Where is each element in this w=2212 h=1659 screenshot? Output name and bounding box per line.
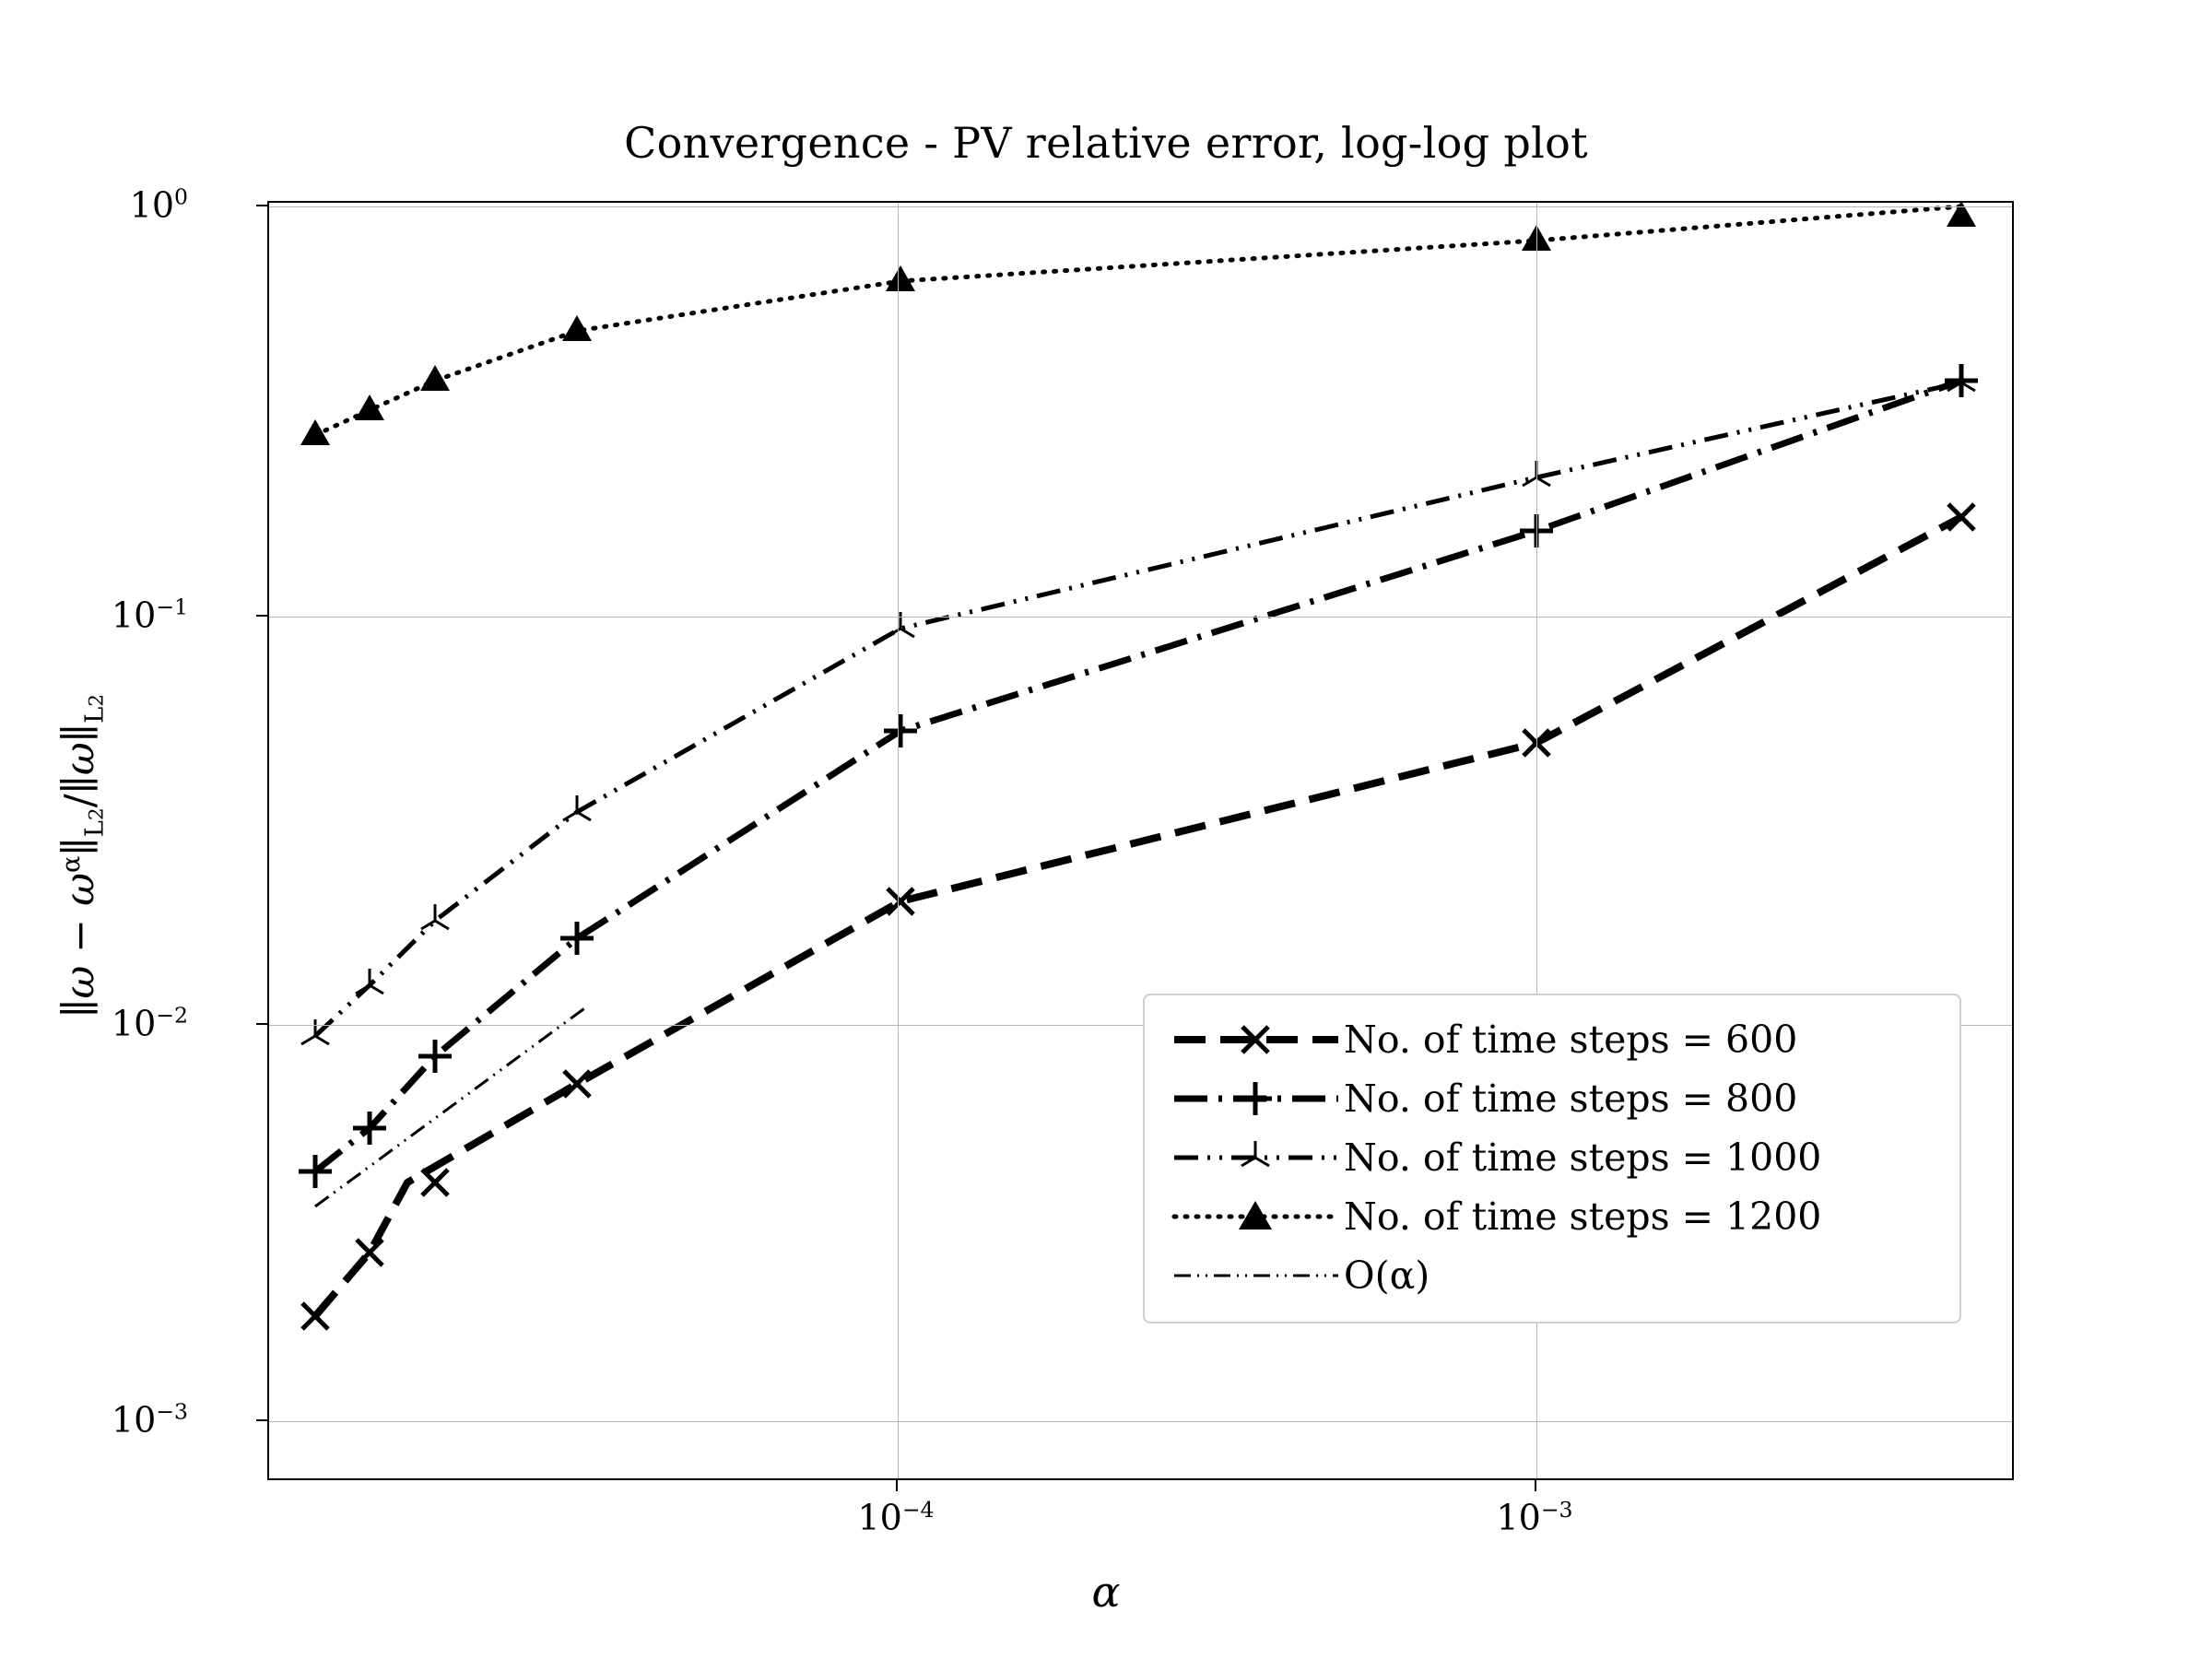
y-tick-label-1e0: $10^0$ xyxy=(129,183,188,226)
plot-area xyxy=(267,201,2014,1480)
reference-line-order-alpha xyxy=(315,1006,587,1206)
legend-item-1000 xyxy=(1169,1128,1936,1187)
gridline-horizontal xyxy=(269,1421,2012,1422)
gridline-vertical xyxy=(898,203,899,1478)
chart-legend xyxy=(1143,994,1961,1324)
x-tick-label-1e-3: $10^{-3}$ xyxy=(1496,1497,1573,1538)
y-tick-label-1e-2: $10^{-2}$ xyxy=(111,1002,188,1044)
legend-label-800: No. of time steps = 800 xyxy=(1344,1077,1798,1121)
x-tickmark xyxy=(1535,1480,1536,1491)
y-tick-exponent: −2 xyxy=(156,1002,188,1029)
legend-item-800 xyxy=(1169,1069,1936,1128)
y-tickmark xyxy=(256,1419,267,1421)
x-axis-label: α xyxy=(1091,1567,1121,1617)
gridline-horizontal xyxy=(269,617,2012,618)
legend-label-1000: No. of time steps = 1000 xyxy=(1344,1135,1822,1180)
y-tickmark xyxy=(256,1023,267,1025)
y-tick-label-1e-1: $10^{-1}$ xyxy=(111,594,188,636)
x-tick-label-1e-4: $10^{-4}$ xyxy=(857,1497,935,1538)
legend-label-order-alpha: O(α) xyxy=(1344,1253,1430,1298)
legend-label-600: No. of time steps = 600 xyxy=(1344,1018,1798,1062)
legend-item-order-alpha xyxy=(1169,1246,1936,1305)
y-tick-exponent: −3 xyxy=(156,1398,188,1425)
y-tickmark xyxy=(256,615,267,617)
legend-sample-order-alpha xyxy=(1169,1246,1344,1305)
chart-title: Convergence - PV relative error, log-log plot xyxy=(624,118,1588,168)
y-tick-label-1e-3: $10^{-3}$ xyxy=(111,1398,188,1441)
x-tick-exponent: −4 xyxy=(901,1497,935,1523)
legend-sample-1000 xyxy=(1169,1128,1344,1187)
series-markers-1200 xyxy=(300,203,1976,445)
gridline-horizontal xyxy=(269,206,2012,207)
x-tickmark xyxy=(896,1480,898,1491)
legend-sample-800 xyxy=(1169,1069,1344,1128)
y-tick-exponent: 0 xyxy=(174,183,188,210)
x-tick-exponent: −3 xyxy=(1540,1497,1573,1523)
legend-item-1200 xyxy=(1169,1187,1936,1246)
y-tick-exponent: −1 xyxy=(156,594,188,620)
series-line-1200 xyxy=(315,206,1961,435)
y-tickmark xyxy=(256,205,267,206)
legend-label-1200: No. of time steps = 1200 xyxy=(1344,1194,1822,1239)
legend-sample-1200 xyxy=(1169,1187,1344,1246)
y-axis-label: ∥ω − $\omega^\alpha\parallel_{L2}/\parallel\omega\parallel_{L2}$ xyxy=(56,693,110,1018)
legend-item-600 xyxy=(1169,1010,1936,1069)
legend-sample-600 xyxy=(1169,1010,1344,1069)
